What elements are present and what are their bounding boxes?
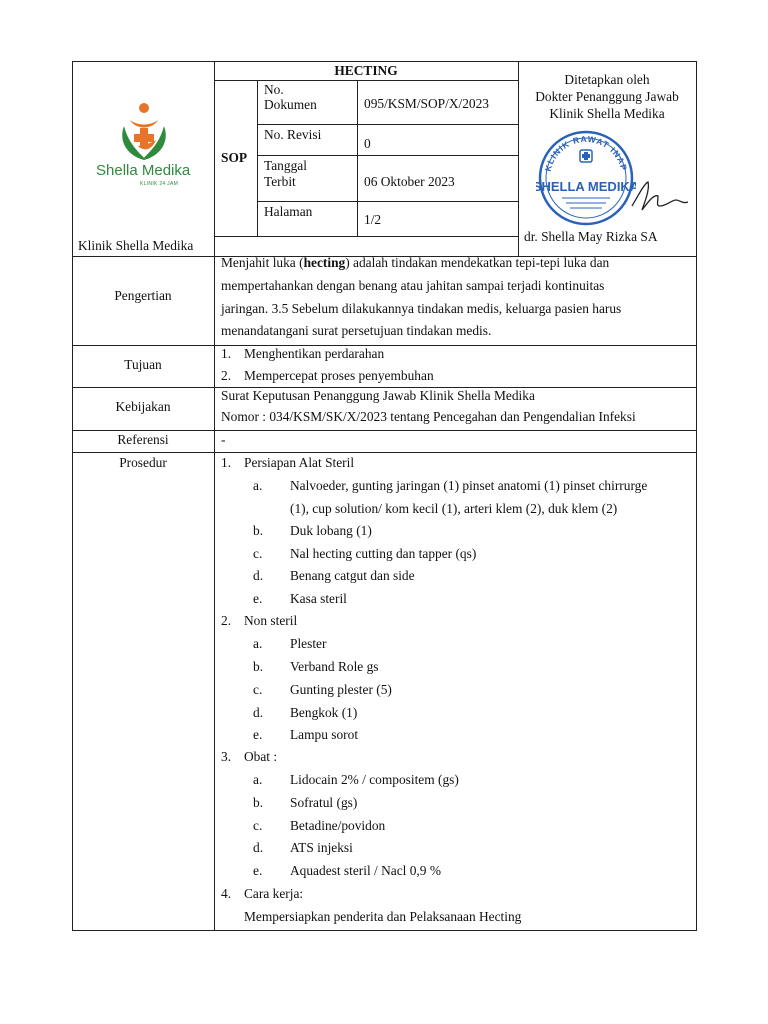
prosedur-4-note: Mempersiapkan penderita dan Pelaksanaan Hecting [244,909,522,924]
prosedur-1-letter-d: d. [253,568,264,583]
prosedur-title-2: Non steril [244,613,298,628]
referensi-value: - [221,432,226,447]
meta-value-revisi: 0 [364,136,371,151]
prosedur-2-item-b: Verband Role gs [290,659,379,674]
prosedur-1-letter-a: a. [253,478,263,493]
prosedur-3-item-a: Lidocain 2% / compositem (gs) [290,772,459,787]
meta-label-nodok-1: No. [264,82,284,97]
prosedur-title-4: Cara kerja: [244,886,304,901]
prosedur-2-item-a: Plester [290,636,327,651]
logo-tagline: KLINIK 24 JAM [140,181,179,187]
approval-line-2: Dokter Penanggung Jawab [535,89,679,104]
prosedur-3-letter-a: a. [253,772,263,787]
tujuan-num-1: 1. [221,346,232,361]
signature-icon [628,176,692,216]
prosedur-3-item-e: Aquadest steril / Nacl 0,9 % [290,863,441,878]
prosedur-1-letter-b: b. [253,523,264,538]
approval-line-3: Klinik Shella Medika [549,106,665,121]
label-tujuan: Tujuan [124,357,162,372]
prosedur-2-item-e: Lampu sorot [290,727,359,742]
logo-name: Shella Medika [96,162,191,179]
prosedur-3-letter-e: e. [253,863,263,878]
prosedur-1-item-b: Duk lobang (1) [290,523,372,538]
prosedur-3-item-d: ATS injeksi [290,840,353,855]
meta-label-tanggal-1: Tanggal [264,158,307,173]
prosedur-num-4: 4. [221,886,232,901]
prosedur-2-letter-b: b. [253,659,264,674]
label-prosedur: Prosedur [119,455,167,470]
stamp-main-text: SHELLA MEDIKA [536,179,636,194]
label-referensi: Referensi [117,432,169,447]
meta-label-tanggal-2: Terbit [264,174,296,189]
meta-label-halaman: Halaman [264,204,313,219]
prosedur-3-letter-d: d. [253,840,264,855]
prosedur-1-item-e: Kasa steril [290,591,347,606]
prosedur-2-letter-a: a. [253,636,263,651]
stamp-top-text: KLINIK RAWAT INAP [542,133,630,173]
pengertian-term: hecting [303,255,346,270]
document-title: HECTING [334,63,398,78]
tujuan-num-2: 2. [221,368,232,383]
prosedur-2-item-d: Bengkok (1) [290,705,358,720]
label-kebijakan: Kebijakan [115,399,171,414]
meta-value-nodok: 095/KSM/SOP/X/2023 [364,96,490,111]
prosedur-1-item-d: Benang catgut dan side [290,568,415,583]
pengertian-line-2: mempertahankan dengan benang atau jahitan sampai terjadi kontinuitas [221,278,605,293]
label-pengertian: Pengertian [114,288,172,303]
kebijakan-line-1: Surat Keputusan Penanggung Jawab Klinik Shella Medika [221,388,535,403]
pengertian-line-1-pre: Menjahit luka ( [221,255,304,270]
prosedur-3-item-c: Betadine/povidon [290,818,386,833]
prosedur-title-3: Obat : [244,749,278,764]
prosedur-2-letter-d: d. [253,705,264,720]
prosedur-1-item-c: Nal hecting cutting dan tapper (qs) [290,546,477,561]
prosedur-2-letter-c: c. [253,682,263,697]
meta-value-tanggal: 06 Oktober 2023 [364,174,455,189]
pengertian-line-1-post: ) adalah tindakan mendekatkan tepi-tepi luka dan [345,255,610,270]
prosedur-num-2: 2. [221,613,232,628]
kebijakan-line-2: Nomor : 034/KSM/SK/X/2023 tentang Pencegahan dan Pengendalian Infeksi [221,409,636,424]
meta-label-revisi: No. Revisi [264,127,322,142]
clinic-logo [96,100,212,195]
sop-label: SOP [221,150,248,165]
prosedur-1-item-a-cont: (1), cup solution/ kom kecil (1), arteri klem (2), duk klem (2) [290,501,618,516]
approval-line-1: Ditetapkan oleh [564,72,650,87]
prosedur-2-item-c: Gunting plester (5) [290,682,392,697]
pengertian-line-3: jaringan. 3.5 Sebelum dilakukannya tindakan medis, keluarga pasien harus [221,301,622,316]
meta-value-halaman: 1/2 [364,212,382,227]
tujuan-item-2: Mempercepat proses penyembuhan [244,368,434,383]
prosedur-3-item-b: Sofratul (gs) [290,795,358,810]
prosedur-3-letter-b: b. [253,795,264,810]
pengertian-line-1 [221,255,609,271]
prosedur-2-letter-e: e. [253,727,263,742]
tujuan-item-1: Menghentikan perdarahan [244,346,385,361]
prosedur-num-3: 3. [221,749,232,764]
approval-signer: dr. Shella May Rizka SA [524,229,658,244]
prosedur-1-letter-c: c. [253,546,263,561]
clinic-stamp [536,128,636,228]
meta-label-nodok-2: Dokumen [264,97,317,112]
prosedur-3-letter-c: c. [253,818,263,833]
stamp-seal-icon [536,128,636,228]
pengertian-line-4: menandatangani surat persetujuan tindakan medis. [221,323,492,338]
prosedur-title-1: Persiapan Alat Steril [244,455,355,470]
prosedur-1-item-a: Nalvoeder, gunting jaringan (1) pinset anatomi (1) pinset chirrurge [290,478,648,493]
clinic-label: Klinik Shella Medika [78,238,194,253]
prosedur-1-letter-e: e. [253,591,263,606]
prosedur-num-1: 1. [221,455,232,470]
